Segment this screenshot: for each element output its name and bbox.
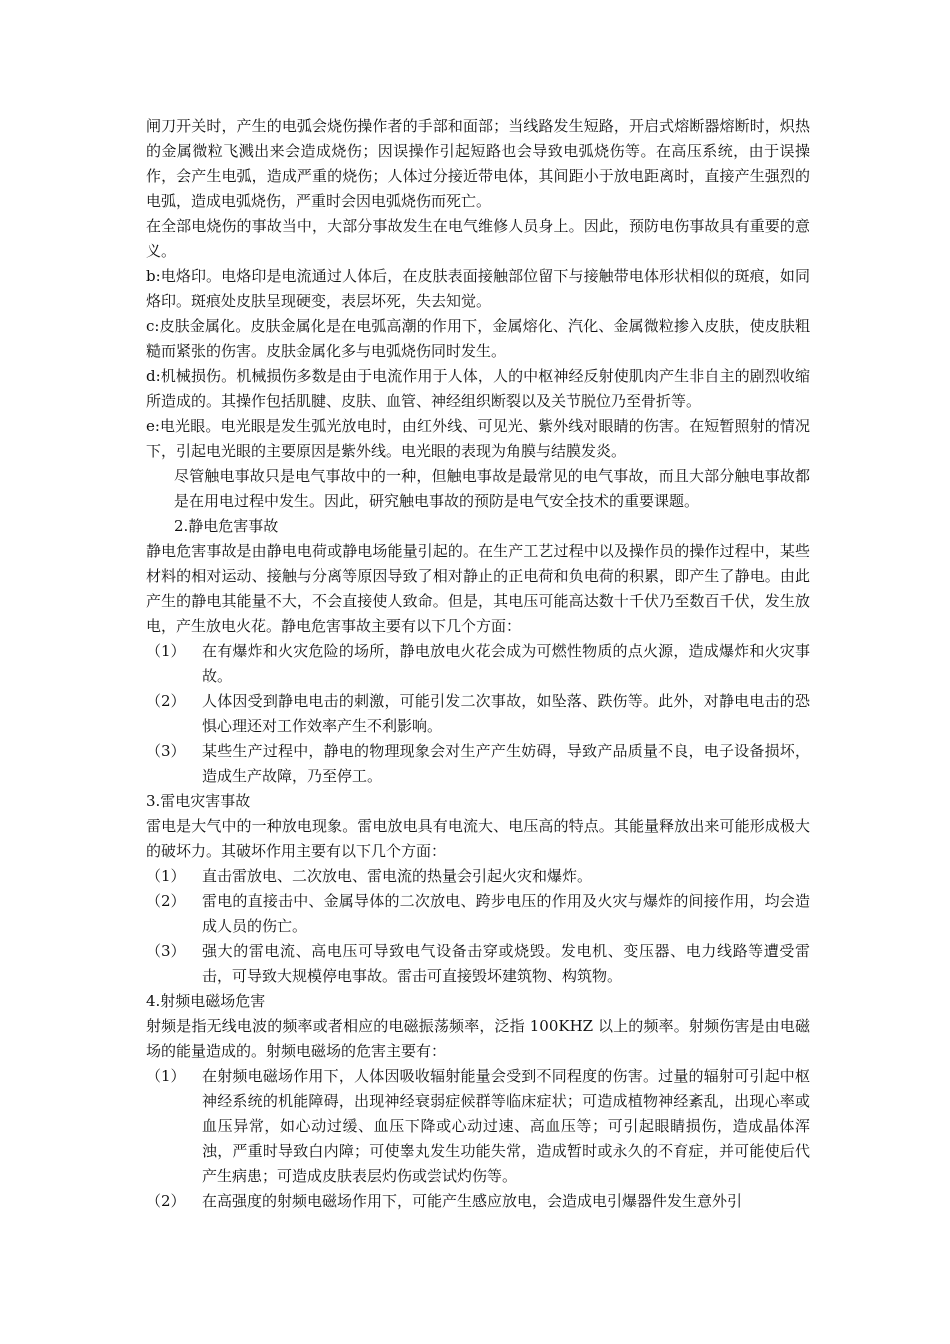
paragraph-summary: 尽管触电事故只是电气事故中的一种，但触电事故是最常见的电气事故，而且大部分触电事故都是在用电过程中发生。因此，研究触电事故的预防是电气安全技术的重要课题。: [174, 467, 810, 510]
section-intro-rf: 射频是指无线电波的频率或者相应的电磁振荡频率，泛指 100KHZ 以上的频率。射频伤害是由电磁场的能量造成的。射频电磁场的危害主要有：: [146, 1017, 810, 1060]
list-item: [146, 689, 810, 739]
list-item: [146, 639, 810, 689]
paragraph-mechanical-injury: d:机械损伤。机械损伤多数是由于电流作用于人体，人的中枢神经反射使肌肉产生非自主的剧烈收缩所造成的。其操作包括肌腱、皮肤、血管、神经组织断裂以及关节脱位乃至骨折等。: [146, 367, 810, 410]
list-item-text: 在射频电磁场作用下，人体因吸收辐射能量会受到不同程度的伤害。过量的辐射可引起中枢神经系统的机能障碍，出现神经衰弱症候群等临床症状；可造成植物神经紊乱，出现心率或血压异常，如心动过缓、血压下降或心动过速、高血压等；可引起眼睛损伤，造成晶体浑浊，严重时导致白内障；可使睾丸发生功能失常，造成暂时或永久的不育症，并可能使后代产生病患；可造成皮肤表层灼伤或尝试灼伤等。: [202, 1067, 810, 1185]
list-item-number: （1）: [146, 1067, 186, 1085]
list-item-number: （2）: [146, 892, 186, 910]
list-item-text: 直击雷放电、二次放电、雷电流的热量会引起火灾和爆炸。: [202, 867, 593, 885]
list-item-text: 人体因受到静电电击的刺激，可能引发二次事故，如坠落、跌伤等。此外，对静电电击的恐惧心理还对工作效率产生不利影响。: [202, 692, 810, 735]
list-item-number: （1）: [146, 642, 186, 660]
paragraph-arc-burn: 闸刀开关时，产生的电弧会烧伤操作者的手部和面部；当线路发生短路，开启式熔断器熔断时，炽热的金属微粒飞溅出来会造成烧伤；因误操作引起短路也会导致电弧烧伤等。在高压系统，由于误操作，会产生电弧，造成严重的烧伤；人体过分接近带电体，其间距小于放电距离时，直接产生强烈的电弧，造成电弧烧伤，严重时会因电弧烧伤而死亡。: [146, 117, 810, 210]
list-item-text: 某些生产过程中，静电的物理现象会对生产产生妨碍，导致产品质量不良，电子设备损坏，造成生产故障，乃至停工。: [202, 742, 810, 785]
list-item: [146, 739, 810, 789]
list-item-text: 雷电的直接击中、金属导体的二次放电、跨步电压的作用及火灾与爆炸的间接作用，均会造成人员的伤亡。: [202, 892, 810, 935]
list-item-text: 在高强度的射频电磁场作用下，可能产生感应放电，会造成电引爆器件发生意外引: [202, 1192, 743, 1210]
list-item-number: （2）: [146, 1192, 186, 1210]
list-item: [146, 889, 810, 939]
section-heading-lightning: 3.雷电灾害事故: [146, 792, 251, 810]
list-item-number: （1）: [146, 867, 186, 885]
paragraph-electric-mark: b:电烙印。电烙印是电流通过人体后，在皮肤表面接触部位留下与接触带电体形状相似的斑痕，如同烙印。斑痕处皮肤呈现硬变，表层坏死，失去知觉。: [146, 267, 810, 310]
section-intro-static: 静电危害事故是由静电电荷或静电场能量引起的。在生产工艺过程中以及操作员的操作过程中，某些材料的相对运动、接触与分离等原因导致了相对静止的正电荷和负电荷的积累，即产生了静电。由此产生的静电其能量不大，不会直接使人致命。但是，其电压可能高达数十千伏乃至数百千伏，发生放电，产生放电火花。静电危害事故主要有以下几个方面：: [146, 542, 810, 635]
list-item: [146, 939, 810, 989]
list-item-number: （2）: [146, 692, 186, 710]
list-item: [146, 1064, 810, 1189]
list-item: [146, 1189, 810, 1214]
document-page: [146, 114, 810, 1214]
list-item: [146, 864, 810, 889]
section-intro-lightning: 雷电是大气中的一种放电现象。雷电放电具有电流大、电压高的特点。其能量释放出来可能形成极大的破坏力。其破坏作用主要有以下几个方面：: [146, 817, 810, 860]
paragraph-electro-ophthalmia: e:电光眼。电光眼是发生弧光放电时，由红外线、可见光、紫外线对眼睛的伤害。在短暂照射的情况下，引起电光眼的主要原因是紫外线。电光眼的表现为角膜与结膜发炎。: [146, 417, 810, 460]
paragraph-maintenance: 在全部电烧伤的事故当中，大部分事故发生在电气维修人员身上。因此，预防电伤事故具有重要的意义。: [146, 217, 810, 260]
list-item-text: 强大的雷电流、高电压可导致电气设备击穿或烧毁。发电机、变压器、电力线路等遭受雷击，可导致大规模停电事故。雷击可直接毁坏建筑物、构筑物。: [202, 942, 810, 985]
list-item-text: 在有爆炸和火灾危险的场所，静电放电火花会成为可燃性物质的点火源，造成爆炸和火灾事故。: [202, 642, 810, 685]
list-item-number: （3）: [146, 742, 186, 760]
section-heading-static: 2.静电危害事故: [174, 517, 279, 535]
paragraph-skin-metallization: c:皮肤金属化。皮肤金属化是在电弧高潮的作用下，金属熔化、汽化、金属微粒掺入皮肤，使皮肤粗糙而紧张的伤害。皮肤金属化多与电弧烧伤同时发生。: [146, 317, 810, 360]
list-item-number: （3）: [146, 942, 186, 960]
section-heading-rf: 4.射频电磁场危害: [146, 992, 266, 1010]
